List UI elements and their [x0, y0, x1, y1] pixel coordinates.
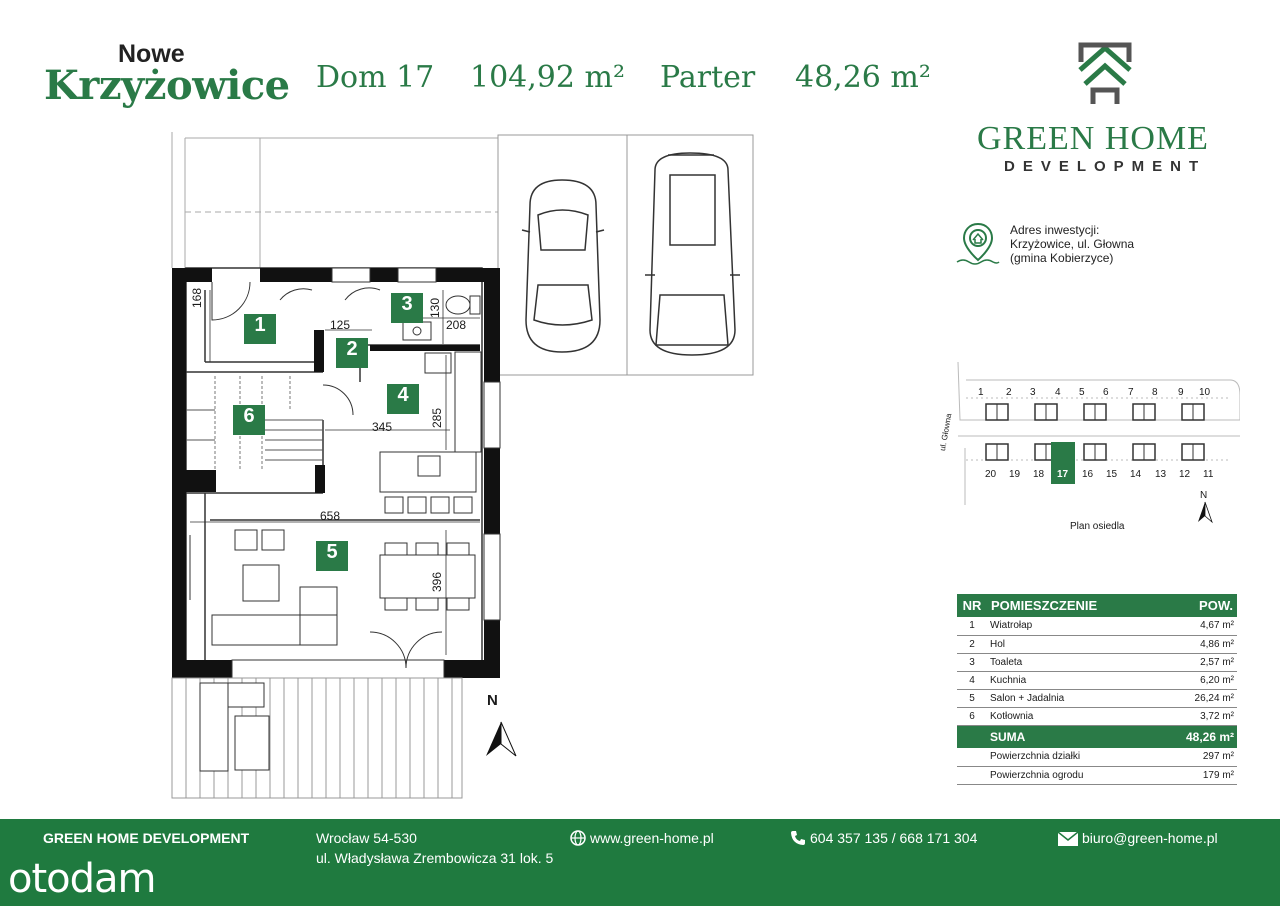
lot-number: 2	[1006, 387, 1012, 398]
room-area: 2,57 m²	[1167, 653, 1237, 671]
table-row	[957, 617, 1237, 635]
table-row	[957, 707, 1237, 725]
lot-number: 1	[978, 387, 984, 398]
lot-number-highlighted: 17	[1057, 469, 1069, 480]
room-name: Kotłownia	[987, 707, 1167, 725]
garden-area-label: Powierzchnia ogrodu	[987, 766, 1167, 784]
lot-number: 4	[1055, 387, 1061, 398]
room-area: 4,67 m²	[1167, 617, 1237, 635]
room-name: Hol	[987, 635, 1167, 653]
brand-prefix: Nowe	[118, 40, 185, 68]
house-arrows-icon	[1075, 40, 1135, 106]
globe-icon	[570, 830, 586, 846]
lot-number: 20	[985, 469, 997, 480]
lot-number: 3	[1030, 387, 1036, 398]
north-label: N	[487, 692, 498, 709]
lot-number: 16	[1082, 469, 1094, 480]
room-area: 26,24 m²	[1167, 689, 1237, 707]
floor-plan	[165, 130, 765, 820]
footer-city: Wrocław 54-530	[316, 830, 417, 846]
col-header-nr: NR	[957, 594, 987, 617]
dimension-label: 396	[430, 571, 444, 592]
lot-number: 5	[1079, 387, 1085, 398]
sum-row	[957, 725, 1237, 748]
site-plan	[940, 360, 1240, 530]
watermark-logo: otodam	[8, 856, 156, 902]
lot-number: 9	[1178, 387, 1184, 398]
table-row	[957, 635, 1237, 653]
row-number: 5	[957, 689, 987, 707]
site-plan-caption: Plan osiedla	[1070, 521, 1125, 532]
street-label: ul. Głowna	[938, 412, 954, 452]
room-area: 4,86 m²	[1167, 635, 1237, 653]
site-north-label: N	[1200, 490, 1208, 501]
room-number-1: 1	[254, 314, 266, 336]
table-row	[957, 689, 1237, 707]
parking-area	[498, 135, 753, 375]
room-table	[957, 594, 1237, 785]
table-row	[957, 671, 1237, 689]
total-area: 104,92 m²	[470, 60, 625, 95]
dimension-label: 125	[330, 318, 351, 332]
floor-area: 48,26 m²	[795, 60, 931, 95]
room-number-6: 6	[243, 405, 255, 427]
room-name: Salon + Jadalnia	[987, 689, 1167, 707]
table-row	[957, 748, 1237, 766]
row-number: 1	[957, 617, 987, 635]
room-number-5: 5	[326, 541, 338, 563]
dimension-label: 658	[320, 509, 341, 523]
garden-area-value: 179 m²	[1167, 766, 1237, 784]
room-name: Toaleta	[987, 653, 1167, 671]
room-name: Kuchnia	[987, 671, 1167, 689]
plot-area-value: 297 m²	[1167, 748, 1237, 766]
table-row	[957, 653, 1237, 671]
lot-number: 19	[1009, 469, 1021, 480]
sum-value: 48,26 m²	[1167, 725, 1237, 748]
row-number: 2	[957, 635, 987, 653]
col-header-area: POW.	[1167, 594, 1237, 617]
lot-number: 15	[1106, 469, 1118, 480]
lot-number: 18	[1033, 469, 1045, 480]
north-arrow-icon	[486, 722, 516, 756]
brand-title: Krzyżowice	[44, 62, 290, 109]
dimension-label: 168	[190, 287, 204, 308]
logo-subtitle: DEVELOPMENT	[1004, 158, 1207, 175]
house-number: Dom 17	[316, 60, 435, 95]
col-header-room: POMIESZCZENIE	[987, 594, 1167, 617]
investment-address	[1010, 223, 1134, 265]
footer-website-link[interactable]: www.green-home.pl	[590, 830, 714, 846]
lot-number: 7	[1128, 387, 1134, 398]
logo-name: GREEN HOME	[977, 120, 1209, 157]
footer-phone-link[interactable]: 604 357 135 / 668 171 304	[810, 830, 978, 846]
car-icon	[522, 180, 604, 352]
phone-icon	[790, 830, 806, 846]
dimension-label: 285	[430, 407, 444, 428]
footer-company: GREEN HOME DEVELOPMENT	[43, 830, 250, 846]
lot-number: 6	[1103, 387, 1109, 398]
location-pin-icon	[955, 220, 1001, 266]
room-area: 6,20 m²	[1167, 671, 1237, 689]
lot-number: 10	[1199, 387, 1211, 398]
lot-number: 11	[1203, 469, 1214, 480]
envelope-icon	[1058, 832, 1078, 846]
dimension-label: 208	[446, 318, 467, 332]
table-header	[957, 594, 1237, 617]
north-arrow-icon	[1198, 502, 1212, 522]
room-name: Wiatrołap	[987, 617, 1167, 635]
room-number-3: 3	[401, 293, 413, 315]
floor-name: Parter	[660, 60, 756, 95]
room-number-2: 2	[346, 338, 358, 360]
footer-street: ul. Władysława Zrembowicza 31 lok. 5	[316, 850, 554, 866]
footer	[0, 819, 1280, 906]
footer-email-link[interactable]: biuro@green-home.pl	[1082, 830, 1218, 846]
table-row	[957, 766, 1237, 784]
room-area: 3,72 m²	[1167, 707, 1237, 725]
lot-number: 14	[1130, 469, 1142, 480]
row-number: 6	[957, 707, 987, 725]
dimension-label: 345	[372, 420, 393, 434]
address-label: Adres inwestycji:	[1010, 223, 1100, 237]
plot-area-label: Powierzchnia działki	[987, 748, 1167, 766]
row-number: 3	[957, 653, 987, 671]
car-icon	[645, 153, 740, 355]
row-number: 4	[957, 671, 987, 689]
room-number-4: 4	[397, 384, 409, 406]
lot-number: 12	[1179, 469, 1191, 480]
sum-label: SUMA	[987, 725, 1167, 748]
address-street: Krzyżowice, ul. Głowna	[1010, 237, 1135, 251]
lot-number: 8	[1152, 387, 1158, 398]
address-municipality: (gmina Kobierzyce)	[1010, 251, 1114, 265]
dimension-label: 130	[428, 297, 442, 318]
lot-number: 13	[1155, 469, 1167, 480]
